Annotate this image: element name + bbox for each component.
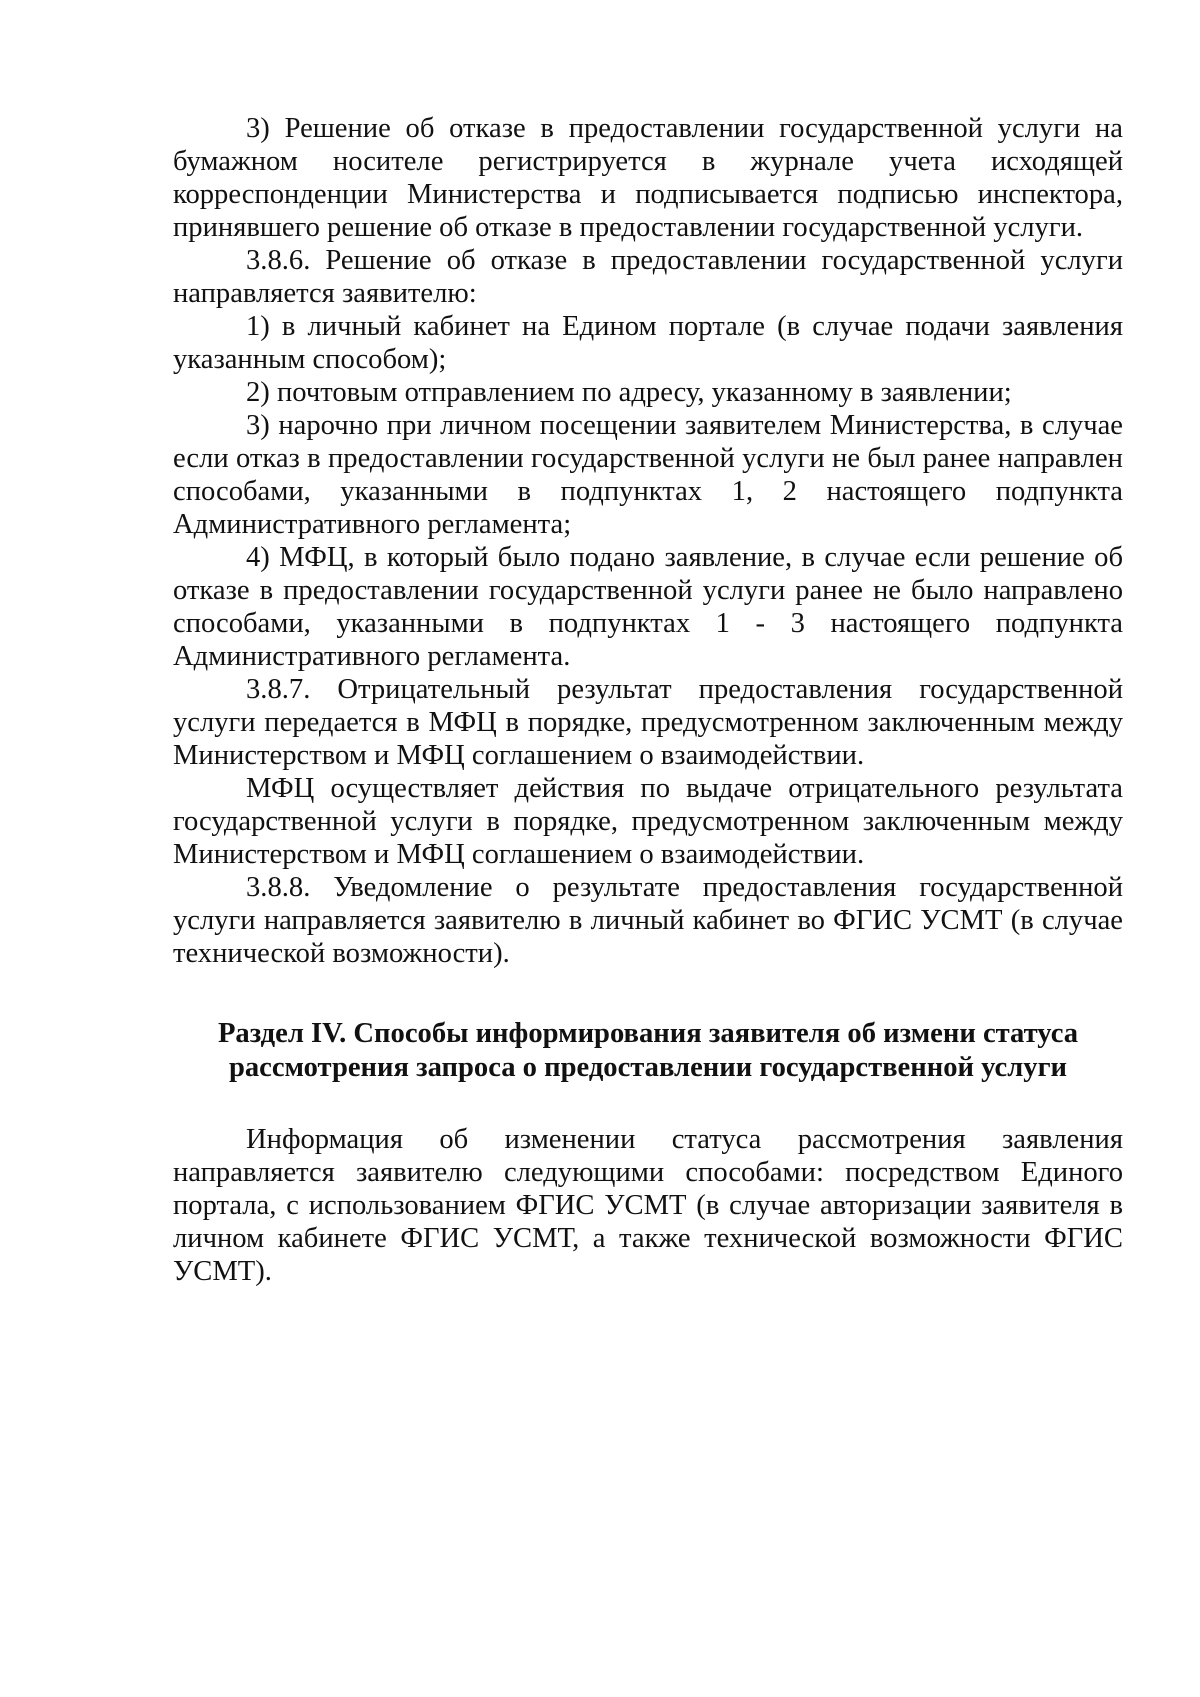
paragraph-3-8-6: 3.8.6. Решение об отказе в предоставлении государственной услуги направляется заявителю: (173, 245, 1123, 309)
section-heading-line-1: Раздел IV. Способы информирования заявителя об измени статуса (217, 1018, 1079, 1049)
section-body-paragraph: Информация об изменении статуса рассмотрения заявления направляется заявителю следующими способами: посредством Единого портала, с использованием ФГИС УСМТ (в случае авторизации заявителя в личном кабинете ФГИС УСМТ, а также технической возможности ФГИС УСМТ). (173, 1124, 1123, 1287)
paragraph-mfc-actions: МФЦ осуществляет действия по выдаче отрицательного результата государственной услуги в порядке, предусмотренном заключенным между Министерством и МФЦ соглашением о взаимодействии. (173, 773, 1123, 870)
paragraph-3-paper-refusal: 3) Решение об отказе в предоставлении государственной услуги на бумажном носителе регистрируется в журнале учета исходящей корреспонденции Министерства и подписывается подписью инспектора, принявшего решение об отказе в предоставлении государственной услуги. (173, 113, 1123, 243)
paragraph-item-1: 1) в личный кабинет на Едином портале (в случае подачи заявления указанным способом); (173, 311, 1123, 375)
paragraph-item-4: 4) МФЦ, в который было подано заявление, в случае если решение об отказе в предоставлении государственной услуги ранее не было направлено способами, указанными в подпунктах 1 - 3 настоящего подпункта Административного регламента. (173, 542, 1123, 672)
paragraph-item-3: 3) нарочно при личном посещении заявителем Министерства, в случае если отказ в предоставлении государственной услуги не был ранее направлен способами, указанными в подпунктах 1, 2 настоящего подпункта Административного регламента; (173, 410, 1123, 540)
section-heading-line-2: рассмотрения запроса о предоставлении государственной услуги (228, 1052, 1068, 1083)
paragraph-item-2: 2) почтовым отправлением по адресу, указанному в заявлении; (246, 377, 1012, 408)
paragraph-3-8-8: 3.8.8. Уведомление о результате предоставления государственной услуги направляется заявителю в личный кабинет во ФГИС УСМТ (в случае технической возможности). (173, 872, 1123, 969)
paragraph-3-8-7: 3.8.7. Отрицательный результат предоставления государственной услуги передается в МФЦ в порядке, предусмотренном заключенным между Министерством и МФЦ соглашением о взаимодействии. (173, 674, 1123, 771)
document-page (173, 112, 1123, 1288)
section-heading (173, 1017, 1123, 1085)
